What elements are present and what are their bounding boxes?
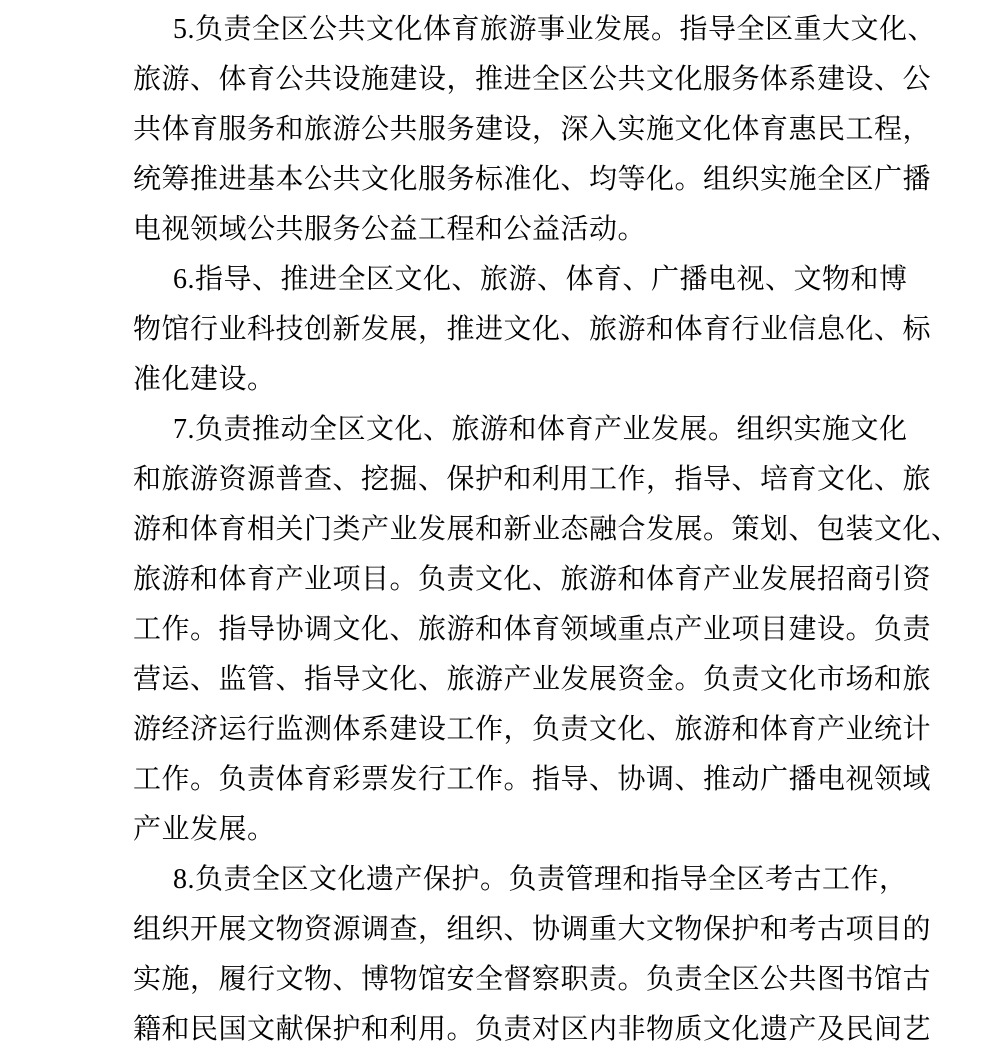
text-line: 产业发展。 — [133, 814, 276, 845]
paragraph — [133, 255, 932, 405]
text-line: 5.负责全区公共文化体育旅游事业发展。指导全区重大文化、 — [173, 14, 937, 45]
text-line: 6.指导、推进全区文化、旅游、体育、广播电视、文物和博 — [173, 264, 908, 295]
text-line: 工作。负责体育彩票发行工作。指导、协调、推动广播电视领域 — [133, 764, 932, 795]
paragraph — [133, 405, 960, 855]
text-line: 旅游、体育公共设施建设，推进全区公共文化服务体系建设、公 — [133, 64, 932, 95]
text-line: 电视领域公共服务公益工程和公益活动。 — [133, 214, 647, 245]
text-line: 物馆行业科技创新发展，推进文化、旅游和体育行业信息化、标 — [133, 314, 932, 345]
text-line: 营运、监管、指导文化、旅游产业发展资金。负责文化市场和旅 — [133, 664, 932, 695]
text-line: 旅游和体育产业项目。负责文化、旅游和体育产业发展招商引资 — [133, 564, 932, 595]
text-line: 实施，履行文物、博物馆安全督察职责。负责全区公共图书馆古 — [133, 964, 932, 995]
text-line: 游经济运行监测体系建设工作，负责文化、旅游和体育产业统计 — [133, 714, 932, 745]
text-line: 准化建设。 — [133, 364, 276, 395]
text-line: 8.负责全区文化遗产保护。负责管理和指导全区考古工作， — [173, 864, 908, 895]
text-line: 工作。指导协调文化、旅游和体育领域重点产业项目建设。负责 — [133, 614, 932, 645]
document-page — [133, 5, 960, 1055]
text-line: 和旅游资源普查、挖掘、保护和利用工作，指导、培育文化、旅 — [133, 464, 932, 495]
text-line: 籍和民国文献保护和利用。负责对区内非物质文化遗产及民间艺 — [133, 1014, 932, 1045]
text-line: 组织开展文物资源调查，组织、协调重大文物保护和考古项目的 — [133, 914, 932, 945]
paragraph — [133, 5, 937, 255]
paragraph — [133, 855, 932, 1055]
text-line: 统筹推进基本公共文化服务标准化、均等化。组织实施全区广播 — [133, 164, 932, 195]
text-line: 共体育服务和旅游公共服务建设，深入实施文化体育惠民工程， — [133, 114, 932, 145]
document-body — [133, 5, 960, 1055]
text-line: 游和体育相关门类产业发展和新业态融合发展。策划、包装文化、 — [133, 514, 960, 545]
text-line: 7.负责推动全区文化、旅游和体育产业发展。组织实施文化 — [173, 414, 908, 445]
